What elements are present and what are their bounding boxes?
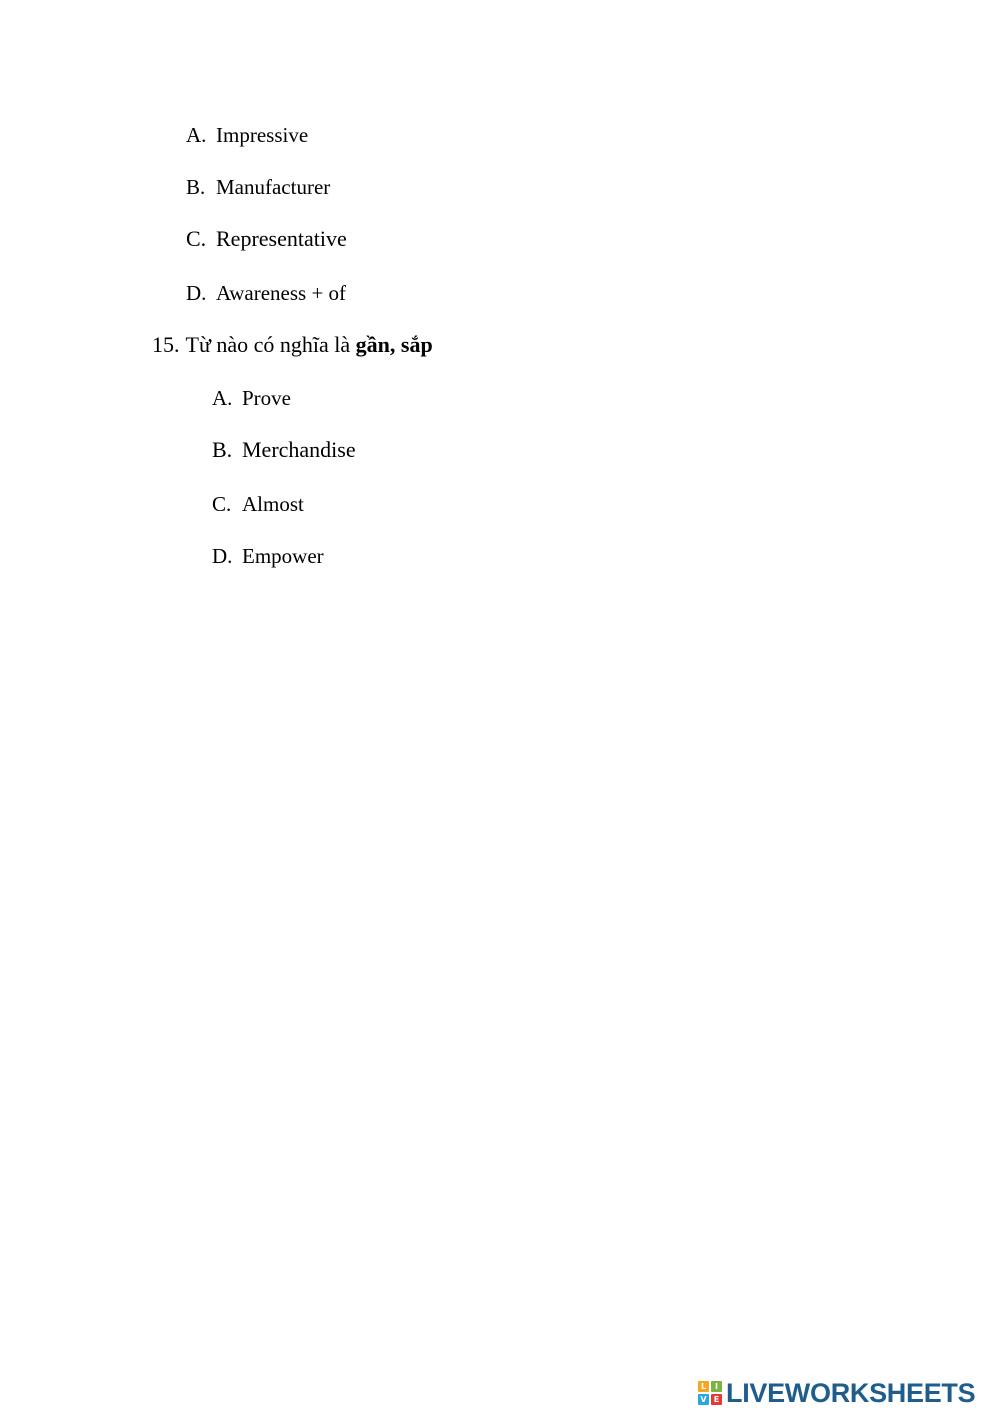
q14-option-d <box>186 280 346 306</box>
q15-option-b <box>212 437 356 463</box>
q14-option-c <box>186 226 347 252</box>
q15-option-c <box>212 491 304 517</box>
option-text: Manufacturer <box>216 175 331 199</box>
question-prompt: Từ nào có nghĩa là <box>185 332 351 357</box>
liveworksheets-logo <box>698 1378 975 1408</box>
q15-option-d <box>212 543 324 569</box>
q14-option-a <box>186 122 308 148</box>
logo-mark-l: L <box>698 1381 709 1392</box>
option-letter: B. <box>186 175 206 199</box>
q14-option-b <box>186 174 330 200</box>
logo-mark-icon <box>698 1381 722 1405</box>
option-letter: D. <box>186 281 207 305</box>
option-text: Empower <box>242 544 324 568</box>
option-letter: C. <box>212 492 232 516</box>
option-letter: D. <box>212 544 233 568</box>
logo-mark-e: E <box>711 1394 722 1405</box>
logo-text: LIVEWORKSHEETS <box>726 1378 976 1408</box>
option-text: Merchandise <box>242 437 356 462</box>
option-letter: B. <box>212 437 233 462</box>
q15-option-a <box>212 385 291 411</box>
option-letter: A. <box>186 123 207 147</box>
question-15 <box>152 331 433 359</box>
option-text: Prove <box>242 386 291 410</box>
question-keyword: gần, sắp <box>355 332 433 357</box>
option-text: Representative <box>216 226 347 251</box>
option-text: Impressive <box>216 123 309 147</box>
question-number: 15. <box>152 332 180 357</box>
logo-mark-v: V <box>698 1394 709 1405</box>
option-letter: A. <box>212 386 233 410</box>
option-text: Almost <box>242 492 304 516</box>
logo-mark-i: I <box>711 1381 722 1392</box>
option-text: Awareness + of <box>216 281 347 305</box>
option-letter: C. <box>186 226 207 251</box>
